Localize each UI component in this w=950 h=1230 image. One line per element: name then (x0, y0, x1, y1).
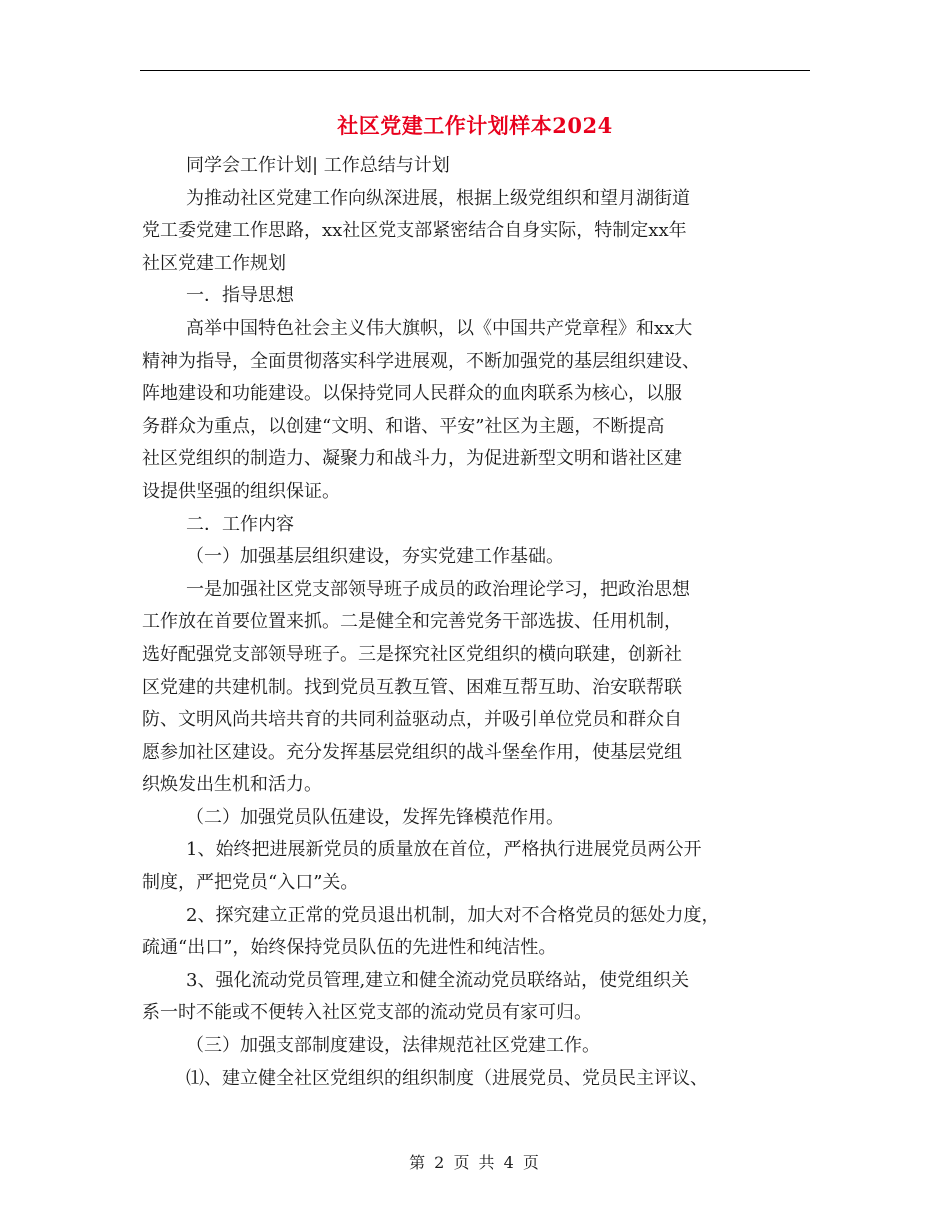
body-line: 工作放在首要位置来抓。二是健全和完善党务干部选拔、任用机制， (142, 611, 682, 633)
body-line: 阵地建设和功能建设。以保持党同人民群众的血肉联系为核心，以服 (142, 383, 682, 405)
body-line: （三）加强支部制度建设，法律规范社区党建工作。 (186, 1035, 600, 1057)
body-line: 社区党建工作规划 (142, 252, 286, 274)
body-line: （二）加强党员队伍建设，发挥先锋模范作用。 (186, 806, 564, 828)
body-line: 制度，严把党员“入口”关。 (142, 872, 359, 894)
body-line: 系一时不能或不便转入社区党支部的流动党员有家可归。 (142, 1002, 592, 1024)
body-line: 为推动社区党建工作向纵深进展，根据上级党组织和望月湖街道 (186, 187, 690, 209)
header-rule (140, 70, 810, 71)
body-line: 社区党组织的制造力、凝聚力和战斗力，为促进新型文明和谐社区建 (142, 448, 682, 470)
body-line: 3、强化流动党员管理,建立和健全流动党员联络站，使党组织关 (186, 969, 690, 991)
body-line: ⑴、建立健全社区党组织的组织制度（进展党员、党员民主评议、 (186, 1067, 708, 1089)
body-line: 一．指导思想 (186, 285, 294, 307)
document-title: 社区党建工作计划样本2024 (337, 113, 613, 138)
body-line: 设提供坚强的组织保证。 (142, 480, 340, 502)
body-line: 同学会工作计划| 工作总结与计划 (186, 155, 450, 176)
body-line: 高举中国特色社会主义伟大旗帜，以《中国共产党章程》和xx大 (186, 317, 693, 339)
body-line: 区党建的共建机制。找到党员互教互管、困难互帮互助、治安联帮联 (142, 676, 682, 698)
body-line: 1、始终把进展新党员的质量放在首位，严格执行进展党员两公开 (186, 839, 702, 861)
body-line: 防、文明风尚共培共育的共同利益驱动点，并吸引单位党员和群众自 (142, 709, 682, 731)
body-line: 党工委党建工作思路，xx社区党支部紧密结合自身实际，特制定xx年 (142, 220, 687, 242)
body-line: 愿参加社区建设。充分发挥基层党组织的战斗堡垒作用，使基层党组 (142, 741, 682, 763)
body-line: 一是加强社区党支部领导班子成员的政治理论学习，把政治思想 (186, 578, 690, 600)
body-line: 二．工作内容 (186, 513, 294, 535)
body-line: 选好配强党支部领导班子。三是探究社区党组织的横向联建，创新社 (142, 643, 682, 665)
document-body (142, 150, 810, 1095)
page-footer: 第 2 页 共 4 页 (409, 1153, 541, 1172)
body-line: 织焕发出生机和活力。 (142, 774, 322, 796)
body-line: （一）加强基层组织建设，夯实党建工作基础。 (186, 546, 564, 568)
body-line: 务群众为重点，以创建“文明、和谐、平安”社区为主题，不断提高 (142, 415, 665, 437)
body-line: 2、探究建立正常的党员退出机制，加大对不合格党员的惩处力度， (186, 904, 720, 926)
body-line: 疏通“出口”，始终保持党员队伍的先进性和纯洁性。 (142, 937, 557, 959)
body-line: 精神为指导，全面贯彻落实科学进展观，不断加强党的基层组织建设、 (142, 350, 700, 372)
